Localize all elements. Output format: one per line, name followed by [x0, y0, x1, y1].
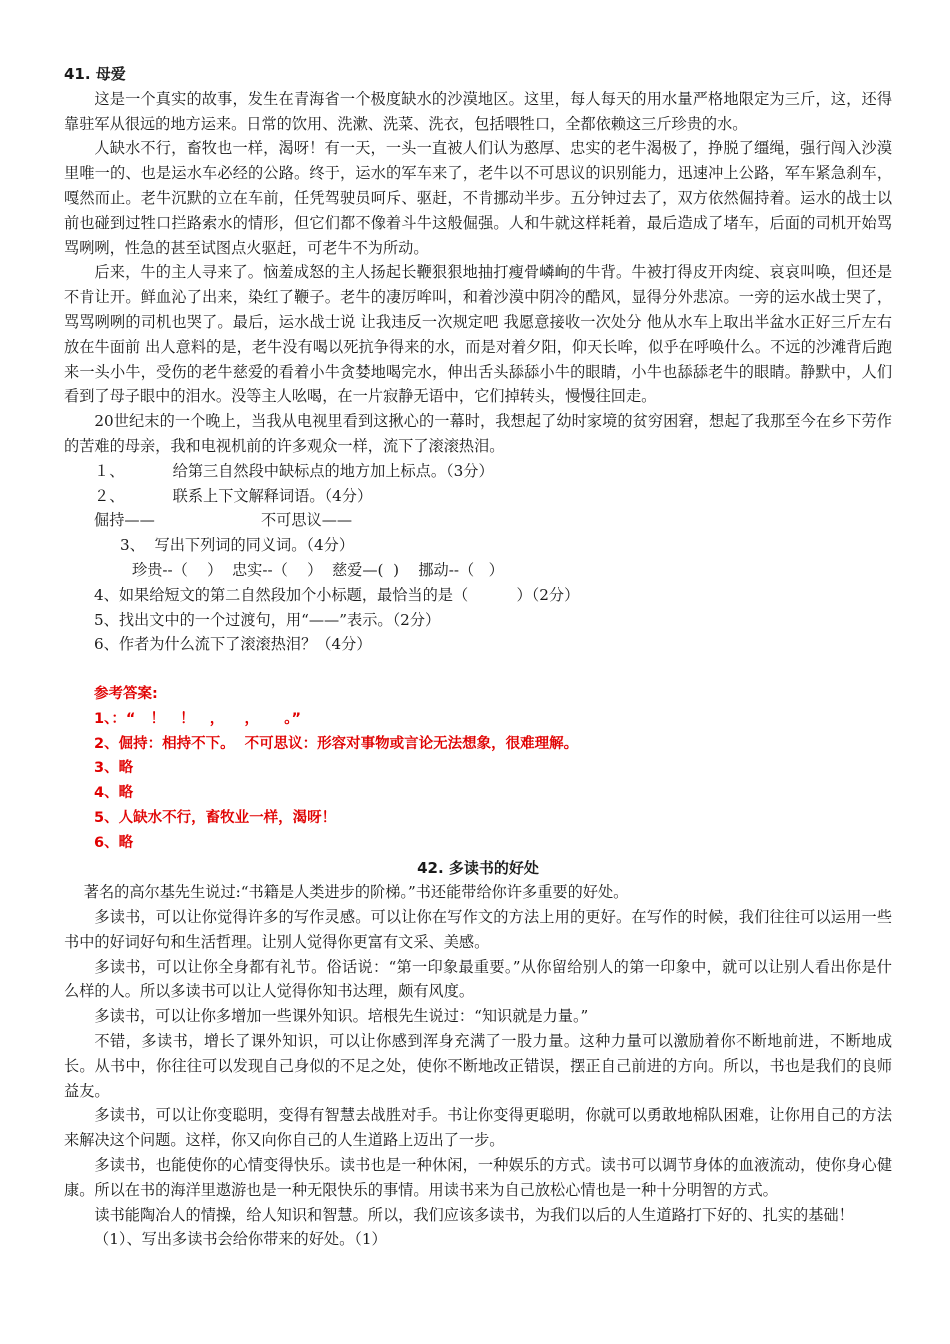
article-paragraph: 读书能陶冶人的情操，给人知识和智慧。所以，我们应该多读书，为我们以后的人生道路打下好的、扎实的基础！	[94, 1205, 854, 1224]
answer-item: 4、略	[94, 785, 134, 802]
question-item: 5、找出文中的一个过渡句，用“——”表示。（2分）	[94, 610, 441, 629]
article-paragraph: 多读书，可以让你变聪明，变得有智慧去战胜对手。书让你变得更聪明，你就可以勇敢地棉队困难，让你用自己的方法来解决这个问题。这样，你又向你自己的人生道路上迈出了一步。	[64, 1106, 892, 1150]
document-page	[64, 62, 892, 1252]
answer-item: 6、略	[94, 834, 134, 851]
article-paragraph: 不错，多读书，增长了课外知识，可以让你感到浑身充满了一股力量。这种力量可以激励着你不断地前进，不断地成长。从书中，你往往可以发现自己身似的不足之处，使你不断地改正错误，摆正自己前进的方向。所以，书也是我们的良师益友。	[64, 1032, 892, 1100]
question-item: 珍贵--（ ） 忠实--（ ） 慈爱—( ) 挪动--（ ）	[132, 560, 504, 579]
answer-item: 5、人缺水不行，畜牧业一样，渴呀！	[94, 809, 337, 826]
article-paragraph: 著名的高尔基先生说过:“书籍是人类进步的阶梯。”书还能带给你许多重要的好处。	[83, 883, 629, 902]
question-item: 倔持—— 不可思议——	[94, 511, 353, 530]
article-paragraph: 多读书，也能使你的心情变得快乐。读书也是一种休闲，一种娱乐的方式。读书可以调节身体的血液流动，使你身心健康。所以在书的海洋里遨游也是一种无限快乐的事情。用读书来为自己放松心情也是一种十分明智的方式。	[64, 1156, 892, 1199]
article-title: 41. 母爱	[64, 65, 126, 83]
article-paragraph: 人缺水不行，畜牧也一样，渴呀！有一天，一头一直被人们认为憨厚、忠实的老牛渴极了，挣脱了缰绳，强行闯入沙漠里唯一的、也是运水车必经的公路。终于，运水的军车来了，老牛以不可思议的识别能力，迅速冲上公路，军车紧急刹车，嘎然而止。老牛沉默的立在车前，任凭驾驶员呵斥、驱赶，不肯挪动半步。五分钟过去了，双方依然倔持着。运水的战士以前也碰到过牲口拦路索水的情形，但它们都不像着斗牛这般倔强。人和牛就这样耗着，最后造成了堵车，后面的司机开始骂骂咧咧，性急的甚至试图点火驱赶，可老牛不为所动。	[64, 139, 892, 257]
answer-item: 1、：“ ！ ！ ， ， 。”	[94, 710, 302, 727]
article-paragraph: 后来，牛的主人寻来了。恼羞成怒的主人扬起长鞭狠狠地抽打瘦骨嶙峋的牛背。牛被打得皮开肉绽、哀哀叫唤，但还是不肯让开。鲜血沁了出来，染红了鞭子。老牛的凄厉哞叫，和着沙漠中阴冷的酷风，显得分外悲凉。一旁的运水战士哭了，骂骂咧咧的司机也哭了。最后，运水战士说 让我违反一次规定吧 我愿意接收一次处分 他从水车上取出半盆水正好三斤左右 放在牛面前 出人意料的是，老牛没有喝以死抗争得来的水，而是对着夕阳，仰天长哞，似乎在呼唤什么。不远的沙滩背后跑来一头小牛，受伤的老牛慈爱的看着小牛贪婪地喝完水，伸出舌头舔舔小牛的眼睛，小牛也舔舔老牛的眼睛。静默中，人们看到了母子眼中的泪水。没等主人吆喝，在一片寂静无语中，它们掉转头，慢慢往回走。	[64, 263, 892, 406]
question-item: （1）、写出多读书会给你带来的好处。（1）	[94, 1230, 387, 1249]
article-title: 42. 多读书的好处	[417, 858, 539, 877]
answer-heading: 参考答案:	[94, 685, 158, 702]
question-item: ２、 联系上下文解释词语。（4分）	[94, 486, 373, 505]
question-item: 3、 写出下列词的同义词。（4分）	[120, 536, 355, 555]
question-item: 6、作者为什么流下了滚滚热泪？（4分）	[94, 635, 372, 654]
article-paragraph: 这是一个真实的故事，发生在青海省一个极度缺水的沙漠地区。这里，每人每天的用水量严格地限定为三斤，这，还得靠驻军从很远的地方运来。日常的饮用、洗漱、洗菜、洗衣，包括喂牲口，全都依赖这三斤珍贵的水。	[64, 89, 892, 133]
article-paragraph: 20世纪末的一个晚上，当我从电视里看到这揪心的一幕时，我想起了幼时家境的贫穷困窘，想起了我那至今在乡下劳作的苦难的母亲，我和电视机前的许多观众一样，流下了滚滚热泪。	[64, 412, 892, 455]
article-paragraph: 多读书，可以让你觉得许多的写作灵感。可以让你在写作文的方法上用的更好。在写作的时候，我们往往可以运用一些书中的好词好句和生活哲理。让别人觉得你更富有文采、美感。	[64, 908, 892, 951]
answer-item: 2、倔持：相持不下。 不可思议：形容对事物或言论无法想象，很难理解。	[94, 735, 579, 752]
article-paragraph: 多读书，可以让你全身都有礼节。俗话说：“第一印象最重要。”从你留给别人的第一印象中，就可以让别人看出你是什么样的人。所以多读书可以让人觉得你知书达理，颇有风度。	[64, 957, 892, 1001]
question-item: １、 给第三自然段中缺标点的地方加上标点。（3分）	[94, 461, 494, 480]
spacer	[64, 657, 892, 682]
article-paragraph: 多读书，可以让你多增加一些课外知识。培根先生说过：“知识就是力量。”	[94, 1007, 589, 1026]
question-item: 4、如果给短文的第二自然段加个小标题，最恰当的是（ ）（2分）	[94, 585, 580, 604]
answer-item: 3、略	[94, 760, 134, 777]
